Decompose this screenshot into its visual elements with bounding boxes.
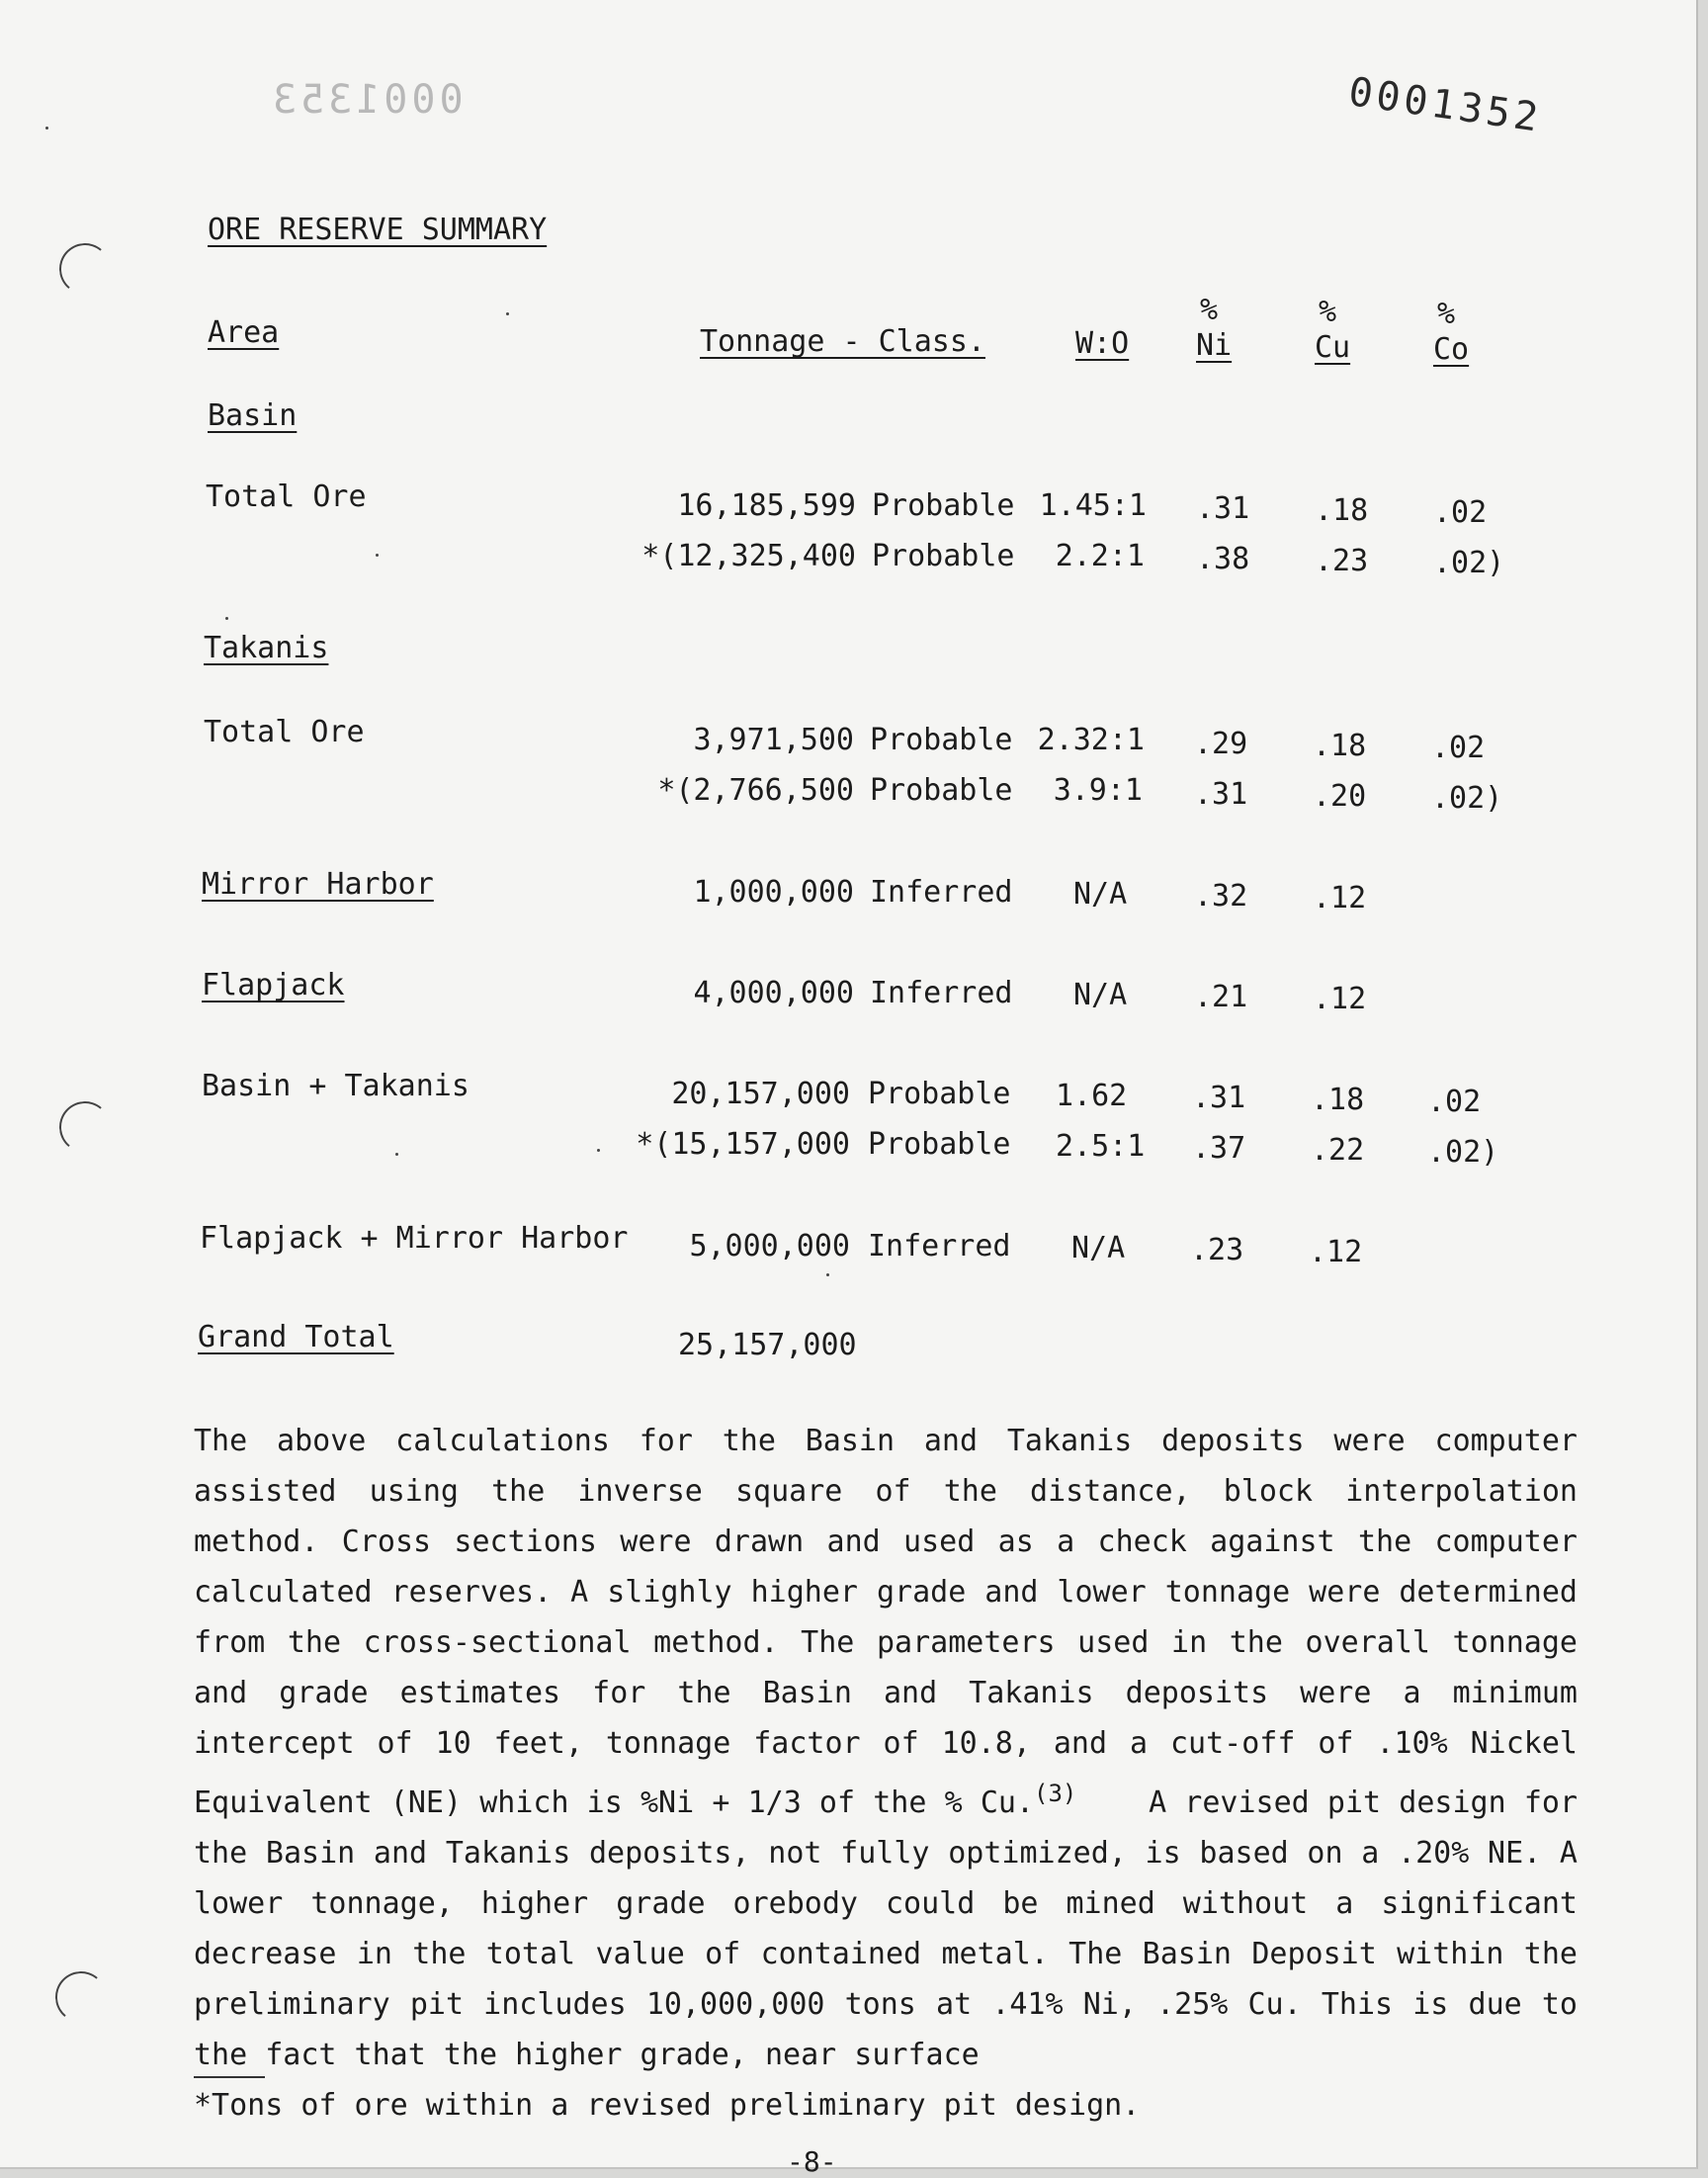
footnote-rule (194, 2076, 265, 2078)
ni-value: .38 (1196, 542, 1250, 576)
speck (45, 127, 48, 130)
tonnage-value: 1,000,000 (693, 875, 854, 910)
cu-value: .12 (1309, 1235, 1363, 1269)
ni-value: .31 (1196, 491, 1250, 526)
header-area: Area (208, 315, 280, 350)
cu-value: .18 (1311, 1083, 1365, 1117)
ni-value: .23 (1190, 1233, 1244, 1267)
class-value: Inferred (870, 875, 1013, 910)
wo-value: N/A (1073, 877, 1128, 912)
speck (395, 1153, 398, 1156)
wo-value: 1.45:1 (1039, 488, 1147, 523)
footnote-text: *Tons of ore within a revised preliminary pit design. (194, 2088, 1141, 2123)
tonnage-value: *(12,325,400 (641, 539, 856, 573)
class-value: Probable (870, 723, 1013, 757)
tonnage-value: *(15,157,000 (636, 1127, 850, 1162)
ni-value: .29 (1194, 727, 1248, 761)
area-label: Flapjack + Mirror Harbor (200, 1221, 629, 1256)
co-value: .02 (1431, 731, 1486, 765)
class-value: Probable (872, 488, 1015, 523)
co-value: .02 (1427, 1085, 1482, 1119)
wo-value: 2.5:1 (1056, 1129, 1146, 1164)
body-paragraph (194, 1416, 1578, 2080)
punch-hole-mark-bottom (53, 1969, 109, 2025)
speck (826, 1273, 829, 1276)
speck (506, 312, 509, 315)
wo-value: 3.9:1 (1053, 773, 1143, 808)
header-co-percent: % (1437, 297, 1456, 331)
wo-value: 1.62 (1056, 1079, 1128, 1113)
cu-value: .12 (1313, 881, 1367, 915)
speck (597, 1149, 600, 1152)
co-value: .02) (1433, 546, 1505, 580)
header-tonnage-class: Tonnage - Class. (700, 324, 985, 359)
cu-value: .18 (1313, 729, 1367, 763)
wo-value: 2.2:1 (1055, 539, 1145, 573)
ghost-page-stamp: 0001353 (269, 77, 464, 123)
summary-title: ORE RESERVE SUMMARY (208, 213, 548, 247)
class-value: Probable (870, 773, 1013, 808)
cu-value: .22 (1311, 1133, 1365, 1168)
punch-hole-mark-middle (57, 1099, 113, 1155)
header-cu-percent: % (1319, 295, 1337, 329)
punch-hole-mark-top (57, 241, 113, 297)
page-number-stamp: 0001352 (1345, 69, 1545, 141)
tonnage-value: *(2,766,500 (657, 773, 854, 808)
area-flapjack: Flapjack (202, 968, 345, 1002)
tonnage-value: 5,000,000 (689, 1229, 850, 1263)
header-cu: Cu (1315, 330, 1351, 365)
paragraph-part-1: The above calculations for the Basin and Takanis deposits were computer assisted using the inverse square of the distance, block interpolation method. Cross sections were drawn and used as a check against the computer calculated reserves. A slighly higher grade and lower tonnage were determined from the cross-sectional method. The parameters used in the overall tonnage and grade estimates for the Basin and Takanis deposits were a minimum intercept of 10 feet, tonnage factor of 10.8, and a cut-off of .10% Nickel Equivalent (NE) which is %Ni + 1/3 of the % Cu. (194, 1424, 1578, 1820)
tonnage-value: 3,971,500 (693, 723, 854, 757)
ni-value: .37 (1192, 1131, 1246, 1166)
header-ni-percent: % (1200, 293, 1219, 327)
co-value: .02) (1427, 1135, 1499, 1170)
cu-value: .12 (1313, 982, 1367, 1016)
class-value: Inferred (870, 976, 1013, 1010)
wo-value: N/A (1073, 978, 1128, 1012)
class-value: Probable (872, 539, 1015, 573)
area-label: Total Ore (206, 479, 367, 514)
ni-value: .21 (1194, 980, 1248, 1014)
header-co: Co (1433, 332, 1470, 367)
speck (376, 554, 379, 557)
class-value: Probable (868, 1077, 1011, 1111)
area-takanis: Takanis (204, 631, 329, 665)
footnote-reference: (3) (1034, 1780, 1077, 1807)
cu-value: .20 (1313, 779, 1367, 814)
grand-total-value: 25,157,000 (678, 1328, 857, 1362)
ni-value: .32 (1194, 879, 1248, 914)
class-value: Inferred (868, 1229, 1011, 1263)
co-value: .02) (1431, 781, 1503, 816)
speck (225, 617, 228, 620)
co-value: .02 (1433, 495, 1488, 530)
header-ni: Ni (1196, 328, 1233, 363)
ni-value: .31 (1192, 1081, 1246, 1115)
cu-value: .18 (1315, 493, 1369, 528)
grand-total-label: Grand Total (198, 1320, 394, 1354)
paragraph-part-2: A revised pit design for the Basin and Takanis deposits, not fully optimized, is based on a .20% NE. A lower tonnage, higher grade orebody could be mined without a significant decrease in the total value of contained metal. The Basin Deposit within the preliminary pit includes 10,000,000 tons at .41% Ni, .25% Cu. This is due to the fact that the higher grade, near surface (194, 1786, 1578, 2072)
tonnage-value: 4,000,000 (693, 976, 854, 1010)
ni-value: .31 (1194, 777, 1248, 812)
area-mirror-harbor: Mirror Harbor (202, 867, 434, 902)
tonnage-value: 20,157,000 (671, 1077, 850, 1111)
wo-value: 2.32:1 (1037, 723, 1145, 757)
wo-value: N/A (1071, 1231, 1126, 1265)
area-label: Total Ore (204, 715, 365, 749)
tonnage-value: 16,185,599 (677, 488, 856, 523)
area-basin: Basin (208, 398, 298, 433)
cu-value: .23 (1315, 544, 1369, 578)
page-number: -8- (787, 2145, 837, 2178)
area-label: Basin + Takanis (202, 1069, 470, 1103)
header-wo-ratio: W:O (1075, 326, 1130, 361)
class-value: Probable (868, 1127, 1011, 1162)
